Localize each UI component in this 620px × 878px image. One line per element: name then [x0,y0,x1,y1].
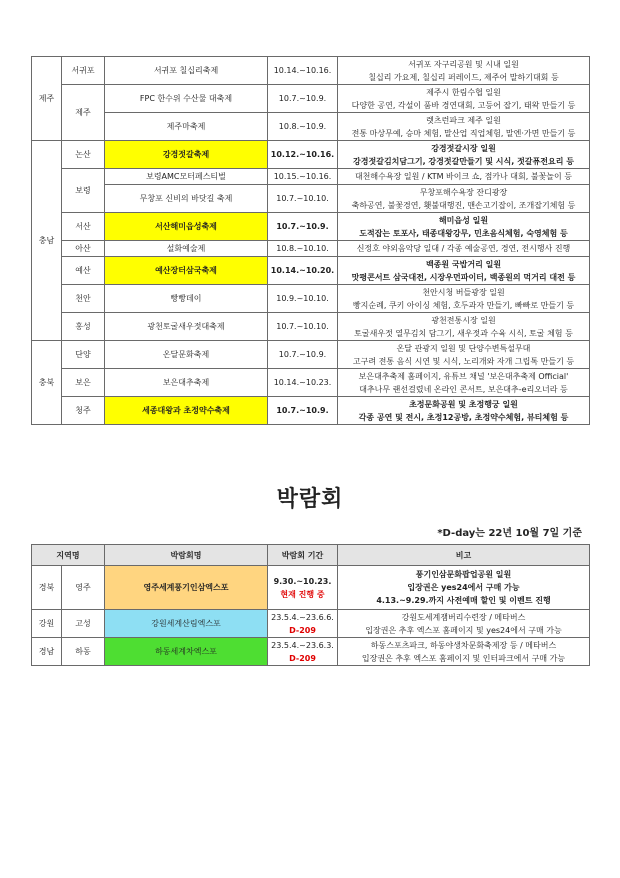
festival-period: 10.7.~10.10. [268,185,338,213]
table-row [32,85,590,113]
festival-period: 10.7.~10.9. [268,397,338,425]
table-row [32,285,590,313]
expo-name: 하동세계차엑스포 [105,638,268,666]
table-header-row [32,545,590,566]
festival-period: 10.7.~10.9. [268,213,338,241]
festival-period: 10.9.~10.10. [268,285,338,313]
header-name: 박람회명 [105,545,268,566]
table-row [32,185,590,213]
festival-name: 세종대왕과 초정약수축제 [105,397,268,425]
table-row [32,113,590,141]
festival-table [31,56,590,425]
festival-desc: 신정호 야외음악당 일대 / 각종 예술공연, 경연, 전시행사 진행 [338,241,590,257]
festival-name: 광천토굴새우젓대축제 [105,313,268,341]
status-badge: 현재 진행 중 [280,589,325,599]
table-row [32,169,590,185]
table-row [32,610,590,638]
expo-note: 하동스포츠파크, 하동야생차문화축제장 등 / 메타버스 입장권은 추후 엑스포 홈페이지 및 인터파크에서 구매 가능 [338,638,590,666]
table-row [32,241,590,257]
city-cell: 보은 [62,369,105,397]
festival-desc: 백종원 국밥거리 일원 맛평콘서트 삼국대전, 시장우먼파이터, 백종원의 먹거리 대전 등 [338,257,590,285]
expo-period: 23.5.4.~23.6.6. D-209 [268,610,338,638]
festival-period: 10.14.~10.23. [268,369,338,397]
expo-table [31,544,590,666]
dday-badge: D-209 [289,653,316,663]
festival-desc: 천안시청 버들광장 일원 빵지순례, 쿠키 아이싱 체험, 호두과자 만들기, 빠빠로 만들기 등 [338,285,590,313]
festival-name: FPC 한수위 수산물 대축제 [105,85,268,113]
festival-period: 10.7.~10.10. [268,313,338,341]
festival-period: 10.8.~10.10. [268,241,338,257]
festival-period: 10.7.~10.9. [268,341,338,369]
festival-period: 10.8.~10.9. [268,113,338,141]
festival-desc: 보은대추축제 홈페이지, 유튜브 채널 '보은대추축제 Official' 대추나무 랜선걸렸네 온라인 콘서트, 보은대추-e리오너라 등 [338,369,590,397]
province-cell: 경북 [32,566,62,610]
city-cell: 서귀포 [62,57,105,85]
festival-name: 서산해미읍성축제 [105,213,268,241]
expo-period: 9.30.~10.23. 현재 진행 중 [268,566,338,610]
city-cell: 청주 [62,397,105,425]
city-cell: 아산 [62,241,105,257]
festival-period: 10.15.~10.16. [268,169,338,185]
city-cell: 천안 [62,285,105,313]
festival-period: 10.12.~10.16. [268,141,338,169]
province-cell: 충남 [32,141,62,341]
festival-desc: 대천해수욕장 일원 / KTM 바이크 쇼, 점카나 대회, 불꽃놀이 등 [338,169,590,185]
city-cell: 서산 [62,213,105,241]
table-row [32,638,590,666]
header-region: 지역명 [32,545,105,566]
festival-period: 10.14.~10.20. [268,257,338,285]
festival-name: 보령AMC모터페스티벌 [105,169,268,185]
table-row [32,341,590,369]
festival-desc: 렛츠런파크 제주 일원 전통 마상무예, 승마 체험, 말산업 직업체험, 말엔·가면 만들기 등 [338,113,590,141]
province-cell: 충북 [32,341,62,425]
festival-desc: 서귀포 자구리공원 및 시내 일원 칠십리 가요제, 칠십리 퍼레이드, 제주어 말하기대회 등 [338,57,590,85]
table-row [32,213,590,241]
dday-badge: D-209 [289,625,316,635]
festival-desc: 무창포해수욕장 잔디광장 축하공연, 불꽃경연, 횃불대행진, 맨손고기잡이, 조개잡기체험 등 [338,185,590,213]
festival-name: 보은대추축제 [105,369,268,397]
province-cell: 강원 [32,610,62,638]
table-row [32,57,590,85]
dday-note: *D-day는 22년 10월 7일 기준 [437,528,582,539]
festival-name: 설화예술제 [105,241,268,257]
header-period: 박람회 기간 [268,545,338,566]
expo-note: 풍기인삼문화팝업공원 일원 입장권은 yes24에서 구매 가능 4.13.~9.29.까지 사전예매 할인 및 이벤트 진행 [338,566,590,610]
city-cell: 단양 [62,341,105,369]
festival-name: 강경젓갈축제 [105,141,268,169]
festival-desc: 해미읍성 일원 도적잡는 토포사, 태종대왕강무, 민초음식체험, 숙영체험 등 [338,213,590,241]
festival-desc: 초정문화공원 및 초정행궁 일원 각종 공연 및 전시, 초정12공방, 초정약수체험, 뷰티체험 등 [338,397,590,425]
festival-desc: 광천전통시장 일원 토굴새우젓 열무김치 담그기, 새우젓과 수육 시식, 토굴 체험 등 [338,313,590,341]
city-cell: 영주 [62,566,105,610]
festival-period: 10.7.~10.9. [268,85,338,113]
festival-name: 온달문화축제 [105,341,268,369]
festival-desc: 온달 관광지 일원 및 단양수변특설무대 고구려 전통 음식 시연 및 시식, 노리개와 자개 그립톡 만들기 등 [338,341,590,369]
table-row [32,369,590,397]
city-cell: 제주 [62,85,105,141]
table-row [32,566,590,610]
festival-name: 예산장터삼국축제 [105,257,268,285]
festival-name: 빵빵데이 [105,285,268,313]
header-note: 비고 [338,545,590,566]
festival-desc: 제주시 한림수협 일원 다양한 공연, 각설이 품바 경연대회, 고등어 잡기, 태왁 만들기 등 [338,85,590,113]
expo-note: 강원도세계잼버리수련장 / 메타버스 입장권은 추후 엑스포 홈페이지 및 yes24에서 구매 가능 [338,610,590,638]
table-row [32,313,590,341]
expo-name: 영주세계풍기인삼엑스포 [105,566,268,610]
province-cell: 경남 [32,638,62,666]
festival-desc: 강경젓갈시장 일원 강경젓갈김치담그기, 강경젓갈만들기 및 시식, 젓갈퓨전요리 등 [338,141,590,169]
city-cell: 하동 [62,638,105,666]
festival-name: 서귀포 칠십리축제 [105,57,268,85]
expo-name: 강원세계산림엑스포 [105,610,268,638]
festival-name: 제주마축제 [105,113,268,141]
festival-name: 무창포 신비의 바닷길 축제 [105,185,268,213]
table-row [32,397,590,425]
city-cell: 고성 [62,610,105,638]
expo-period: 23.5.4.~23.6.3. D-209 [268,638,338,666]
province-cell: 제주 [32,57,62,141]
city-cell: 보령 [62,169,105,213]
festival-period: 10.14.~10.16. [268,57,338,85]
table-row [32,257,590,285]
city-cell: 논산 [62,141,105,169]
city-cell: 홍성 [62,313,105,341]
table-row [32,141,590,169]
section-title: 박람회 [276,487,344,512]
city-cell: 예산 [62,257,105,285]
